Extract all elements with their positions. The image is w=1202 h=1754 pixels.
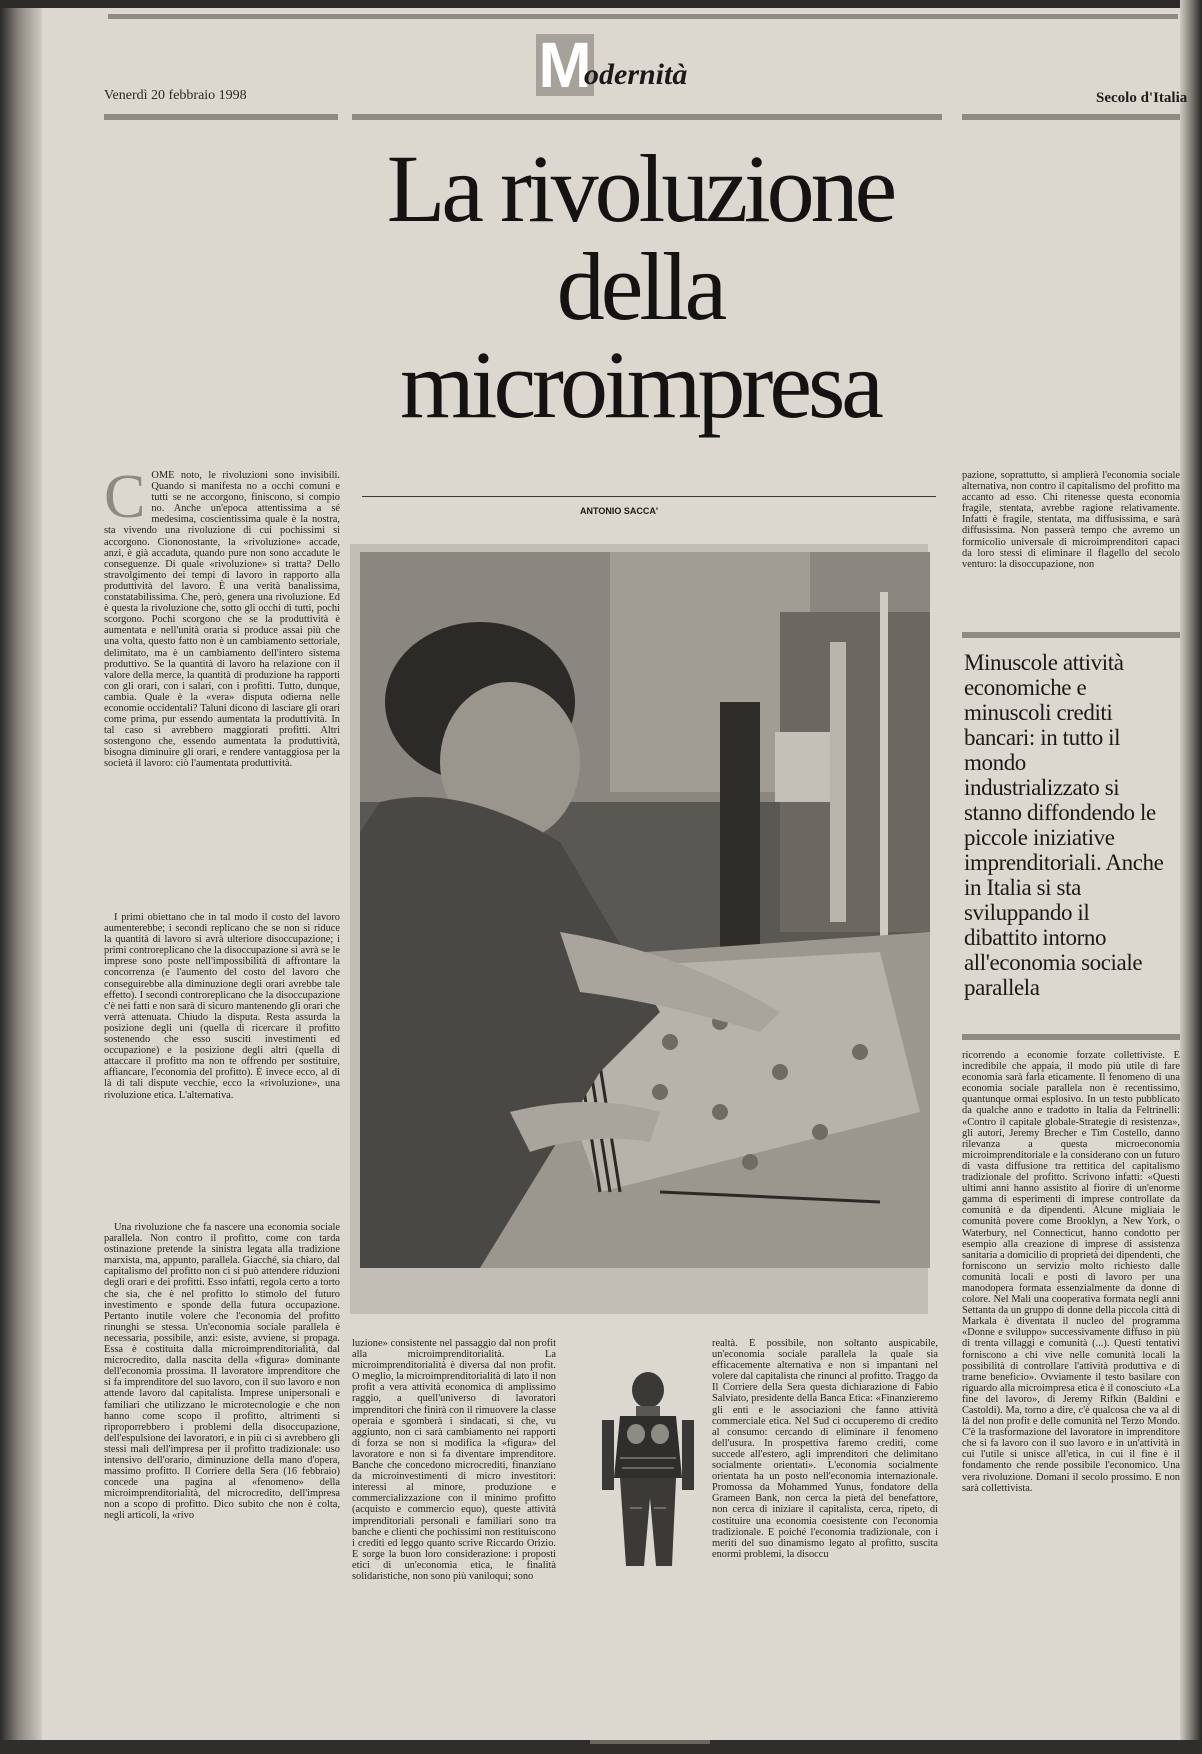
header-rule-left [104, 114, 338, 120]
page-binding [0, 0, 42, 1754]
byline-rule [362, 496, 936, 497]
section-initial: M [536, 34, 594, 96]
column-left-top [104, 470, 340, 912]
section-title: odernità [584, 58, 688, 91]
article-text-1: OME noto, le rivoluzioni sono invisibili. Quando si manifesta no a occhi comuni e tutti se ne accorgono, finiscono, si compio no. Anche un'epoca attentissima a sé medesima, coscientissima quale è la nostra, sta vivendo una rivoluzione di cui pochissimi si accorgono. Ciononostante, la «rivoluzione» accade, anzi, è già accaduta, quando pure non sono accadute le conseguenze. Di quale «rivoluzione» si tratta? Dello stravolgimento dei tempi di lavoro in rapporto alla produttività del lavoro. È una verità banalissima, constatabilissima. Che, però, genera una rivoluzione. Ed è questa la rivoluzione che, sotto gli occhi di tutti, pochi scorgono. Pochi scorgono che se la produttività è aumentata e nell'unità oraria si produce assai più che una volta, questo fatto non è un cambiamento settoriale, delimitato, ma è un cambiamento dell'intero sistema produttivo. Se la quantità di lavoro ha relazione con il valore della merce, la quantità di produzione ha rapporti con gli orari, con i salari, con i profitti. Tutto, dunque, cambia. Quale è la «vera» disputa odierna nelle economie occidentali? Taluni dicono di lasciare gli orari come prima, pur essendo aumentata la produttività. In tal caso si avrebbero maggiorati profitti. Altri sostengono che, essendo aumentata la produttività, bisogna diminuire gli orari, e rendere vantaggiosa per la società il lavoro: ciò l'aumentata produttività. [104, 470, 340, 770]
article-text-5: realtà. È possibile, non soltanto auspicabile, un'economia sociale parallela la quale sia efficacemente alternativa e non si impantani nel volere dal capitalista che rinunci al profitto. Traggo da Il Corriere della Sera questa dichiarazione di Fabio Salviato, presidente della Banca Etica: «Finanzieremo gli enti e le associazioni che fanno attività commerciale etica. Nel Sud ci occuperemo di credito al consumo: cercando di eliminare il fenomeno dell'usura. In prospettiva faremo crediti, come succede all'estero, agli imprenditori che delimitano socialmente orientati». L'economia socialmente orientata ha un posto nell'economia internazionale. Promossa da Mohammed Yunus, fondatore della Grameen Bank, non cerca la pietà del benefattore, non cerca di iniziare il capitalista, cerca, ripeto, di costituire una economia coesistente con l'economia tradizionale. E poiché l'economia tradizionale, con i meriti del suo dinamismo legato al profitto, suscita enormi problemi, la disoccu [712, 1338, 938, 1560]
headline-line-1: La rivoluzione [386, 135, 894, 242]
headline [340, 135, 940, 438]
article-text-7: ricorrendo a economie forzate collettiviste. È incredibile che appaia, il modo più utile di fare economia sarà farla eticamente. Il fenomeno di una economia sociale parallela non è recentissimo, quantunque ormai esplosivo. In un testo pubblicato da qualche anno e tradotto in Italia da Feltrinelli: «Contro il capitale globale-Strategie di resistenza», gli autori, Jeremy Brecher e Tim Costello, danno rilevanza a questa microeconomia microimprenditoriale e la considerano con un futuro di vasta diffusione tra rettitica del capitalismo tradizionale del profitto. Scrivono infatti: «Questi ultimi anni hanno assistito al fiorire di un'enorme gamma di esperimenti di imprese controllate da comunità e da dipendenti. Alcune migliaia le comunità povere come Brooklyn, a New York, o Waterbury, nel Connecticut, hanno condotto per esempio alla creazione di imprese di assistenza sanitaria a domicilio di proprietà dei dipendenti, che forniscono un servizio molto richiesto dalle comunità locali e posti di lavoro per una manodopera formata essenzialmente da donne di colore. Nel Mali una cooperativa formata negli anni Settanta da un gruppo di donne della piccola città di Markala è diventata il nucleo del programma «Donne e sviluppo» successivamente diffuso in più di trenta villaggi e comunità (...). Questi tentativi forniscono a chi vive nelle comunità locali la possibilità di controllare l'attività produttiva e di trarne beneficio». Ovviamente il testo basilare con riguardo alla microimpresa etica è il conosciuto «La fine del lavoro», di Jeremy Rifkin (Baldini e Castoldi). Ma, torno a dire, c'è qualcosa che va al di là del non profit e delle comunità nel Terzo Mondo. C'è la trasformazione del lavoratore in imprenditore che si fa lavoro con il suo lavoro e in un'attività in cui l'utile si unisce all'etica, in cui il fine è il fondamento che rende possibile l'economico. Una vera rivoluzione. Domani il secolo prossimo. E non sarà collettivista. [962, 1050, 1180, 1494]
column-left-bottom [104, 1222, 340, 1728]
column-center-2 [712, 1338, 938, 1728]
column-right-bottom [962, 1050, 1180, 1740]
top-edge [0, 0, 1202, 8]
column-right-top [962, 470, 1180, 620]
column-center-1 [352, 1338, 556, 1718]
article-text-3: Una rivoluzione che fa nascere una economia sociale parallela. Non contro il profitto, come con tarda ostinazione pretende la sinistra legata alla tradizione marxista, ma, appunto, parallela. Giacché, sia chiaro, dal capitalismo del profitto non ci si può attendere riduzioni degli orari e dei profitti. Esso infatti, regola certo a torto che sia, che è nel profitto lo stimolo del futuro investimento e sponde della futura occupazione. Pertanto inutile volere che l'economia del profitto rinunghi se stessa. Un'economia sociale parallela è necessaria, possibile, anzi: esiste, avviene, si propaga. Essa è costituita dalla microimprenditorialità, dal microcredito, dalla nascita della «figura» dominante dell'economia prossima. Il lavoratore imprenditore che si fa imprenditore del suo lavoro, con il suo lavoro e non attende lavoro dal capitalista. Imprese unipersonali e familiari che utilizzano le microtecnologie e che non hanno come scopo il profitto, altrimenti si riproporrebbero i problemi della disoccupazione, dell'espulsione dei lavoratori, e in più ci si avrebbero gli stessi mali dell'impresa per il profitto tradizionale: uso intensivo dell'orario, diminuzione della mano d'opera, massimo profitto. Il Corriere della Sera (16 febbraio) concede una pagina al «fenomeno» della microimprenditorialità, del microcredito, dell'impresa non a scopo di profitto. Dico subito che non è colta, negli articoli, la «rivo [104, 1222, 340, 1522]
header-rule-center [352, 114, 942, 120]
pullquote-rule-top [962, 632, 1180, 638]
top-rule [108, 14, 1178, 19]
newspaper-name: Secolo d'Italia [1096, 90, 1188, 106]
headline-line-2: della [556, 233, 724, 340]
photo-caption-strip [590, 1740, 710, 1744]
right-edge [1180, 0, 1202, 1754]
robot-figure-photo [580, 1368, 716, 1566]
pullquote: Minuscole attività economiche e minuscoli crediti bancari: in tutto il mondo industrializzato si stanno diffondendo le piccole iniziative imprenditoriali. Anche in Italia si sta sviluppando il dibattito intorno all'economia sociale parallela [964, 650, 1164, 1000]
article-text-4: luzione» consistente nel passaggio dal non profit alla microimprenditorialità. La microimprenditorialità è diversa dal non profit. O meglio, la microimprenditorialità di lato il non profit a vera attività economica di amplissimo raggio, a quell'universo di lavoratori imprenditori che finirà con il rimuovere la classe operaia e sgomberà i sindacati, sì che, vu aggiunto, non ci sarà cambiamento nei rapporti di forza se non si modifica la «figura» del lavoratore e non si fa diventare imprenditore. Banche che concedono microcrediti, finanziano da microinvestimenti di micro investitori: interessi al minore, produzione e commercializzazione con il minimo profitto (acquisto e commercio equo), queste attività imprenditoriali personali e familiari sono tra banche e clienti che pochissimi non restituiscono i crediti ed leggo quanto scrive Riccardo Orizio. E sorge la buon loro considerazione: i proposti etici di un'economia etica, le finalità solidaristiche, non sono più vaniloqui; sono [352, 1338, 556, 1582]
pullquote-rule-bottom [962, 1034, 1180, 1040]
byline: ANTONIO SACCA' [580, 506, 658, 516]
article-text-2: I primi obiettano che in tal modo il costo del lavoro aumenterebbe; i secondi replicano che se non si riduce la quantità di lavoro si avrà ulteriore disoccupazione; i primi controreplicano che la disoccupazione si avrà se le imprese sono poste nell'impossibilità di affrontare la concorrenza (e l'aumento del costo del lavoro che conseguirebbe alla diminuzione degli orari avrebbe tale effetto). I secondi controreplicano che la disoccupazione c'è nei fatti e non sarà di sicuro mantenendo gli orari che verrà attenuata. Chiudo la disputa. Resta assurda la posizione degli uni (quella di ricercare il profitto sostenendo che esso susciti investimenti ed occupazione) e la posizione degli altri (quella di attaccare il profitto ma non te offrendo per sostituire, affiancare, l'economia del profitto). È invece ecco, al di là di tali dispute vecchie, ecco la «rivoluzione», una rivoluzione etica. L'alternativa. [104, 912, 340, 1101]
article-text-6: pazione, soprattutto, si amplierà l'economia sociale alternativa, non contro il capitalismo del profitto ma accanto ad esso. Chi ritenesse questa economia fragile, stentata, avrebbe ragione relativamente. Infatti è fragile, stentata, ma diffusissima, e sarà diffusissima. Non passerà tempo che avremo un formicolìo universale di microimprenditori capaci da loro stessi di eliminare il flagello del secolo venturo: la disoccupazione, non [962, 470, 1180, 570]
drop-cap: C [104, 470, 146, 531]
column-left-middle [104, 912, 340, 1222]
headline-line-3: microimpresa [400, 331, 880, 438]
header-rule-right [962, 114, 1180, 120]
woman-at-machine-photo [360, 552, 930, 1268]
issue-date: Venerdì 20 febbraio 1998 [104, 88, 247, 103]
